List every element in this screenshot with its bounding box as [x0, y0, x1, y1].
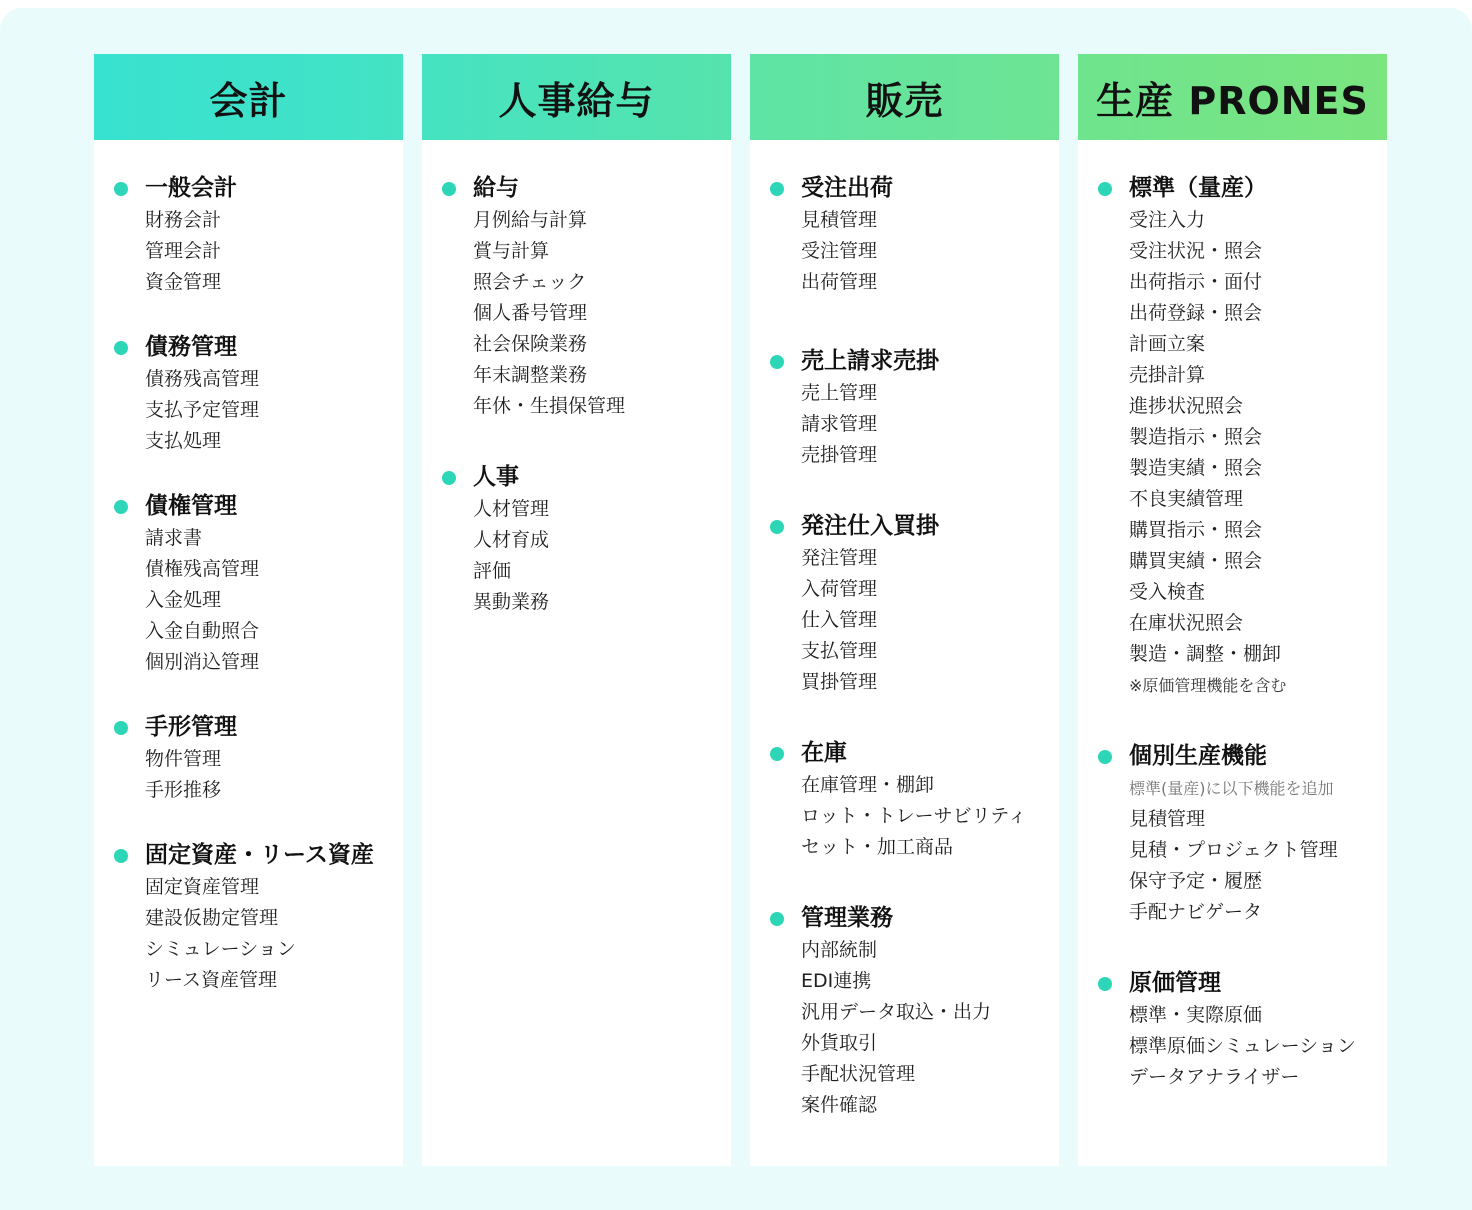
module-column — [750, 54, 1059, 1166]
feature-item: ロット・トレーサビリティ — [801, 805, 1027, 827]
feature-item: 外貨取引 — [801, 1032, 878, 1054]
feature-item: 手形推移 — [145, 779, 222, 801]
bullet-icon — [770, 355, 784, 369]
feature-item: 財務会計 — [145, 209, 222, 231]
bullet-icon — [770, 912, 784, 926]
feature-item: 購買実績・照会 — [1129, 550, 1263, 572]
bullet-icon — [114, 721, 128, 735]
feature-item: 支払予定管理 — [145, 399, 260, 421]
feature-item: 月例給与計算 — [473, 209, 588, 231]
group-title-text: 標準（量産） — [1129, 175, 1267, 201]
feature-item: 出荷管理 — [801, 271, 878, 293]
feature-item: 支払処理 — [145, 430, 222, 452]
group-title-text: 債務管理 — [145, 334, 237, 360]
feature-item: 債権残高管理 — [145, 558, 260, 580]
feature-group — [750, 509, 1059, 698]
group-title-text: 売上請求売掛 — [801, 348, 939, 374]
group-title-text: 受注出荷 — [801, 175, 893, 201]
feature-item: 標準原価シミュレーション — [1129, 1035, 1356, 1057]
feature-item: 売掛計算 — [1129, 364, 1206, 386]
feature-item: 仕入管理 — [801, 609, 878, 631]
feature-item: 支払管理 — [801, 640, 878, 662]
bullet-icon — [114, 182, 128, 196]
column-header: 会計 — [94, 54, 403, 140]
feature-item: 売掛管理 — [801, 444, 878, 466]
column-header: 販売 — [750, 54, 1059, 140]
group-title-text: 管理業務 — [801, 905, 893, 931]
feature-group — [94, 710, 403, 806]
feature-item: 出荷指示・面付 — [1129, 271, 1263, 293]
feature-item: 不良実績管理 — [1129, 488, 1244, 510]
feature-item: 年休・生損保管理 — [473, 395, 626, 417]
feature-item: 管理会計 — [145, 240, 222, 262]
group-title-text: 発注仕入買掛 — [801, 513, 939, 539]
group-title — [94, 171, 403, 205]
group-title-text: 給与 — [473, 175, 519, 201]
feature-item: 見積・プロジェクト管理 — [1129, 839, 1338, 861]
feature-item: 個別消込管理 — [145, 651, 260, 673]
feature-item: 買掛管理 — [801, 671, 878, 693]
feature-item: 照会チェック — [473, 271, 587, 293]
module-column — [94, 54, 403, 1166]
feature-group — [422, 171, 731, 422]
feature-item: 出荷登録・照会 — [1129, 302, 1263, 324]
feature-item: 標準・実際原価 — [1129, 1004, 1263, 1026]
feature-item: データアナライザー — [1129, 1066, 1300, 1088]
group-title-text: 原価管理 — [1129, 970, 1221, 996]
feature-item: 売上管理 — [801, 382, 878, 404]
feature-item: 請求書 — [145, 527, 203, 549]
feature-item: 汎用データ取込・出力 — [801, 1001, 992, 1023]
bullet-icon — [1098, 977, 1112, 991]
bullet-icon — [442, 182, 456, 196]
column-body — [422, 140, 731, 618]
feature-item: 購買指示・照会 — [1129, 519, 1263, 541]
group-title — [422, 171, 731, 205]
feature-item: 異動業務 — [473, 591, 550, 613]
feature-group — [94, 838, 403, 996]
feature-group — [750, 171, 1059, 298]
bullet-icon — [1098, 750, 1112, 764]
feature-item: リース資産管理 — [145, 969, 278, 991]
group-subtitle: 標準(量産)に以下機能を追加 — [1129, 779, 1334, 798]
group-title — [1078, 171, 1387, 205]
feature-item: 在庫管理・棚卸 — [801, 774, 935, 796]
feature-group — [1078, 171, 1387, 701]
feature-item: 内部統制 — [801, 939, 878, 961]
group-note: ※原価管理機能を含む — [1129, 676, 1287, 695]
feature-item: 計画立案 — [1129, 333, 1206, 355]
feature-item: 社会保険業務 — [473, 333, 588, 355]
feature-item: 見積管理 — [1129, 808, 1206, 830]
column-header: 生産 PRONES — [1078, 54, 1387, 140]
group-title-text: 個別生産機能 — [1129, 743, 1267, 769]
group-title-text: 一般会計 — [145, 175, 237, 201]
feature-item: 入荷管理 — [801, 578, 878, 600]
feature-item: セット・加工商品 — [801, 836, 954, 858]
feature-item: EDI連携 — [801, 970, 872, 992]
feature-group — [1078, 739, 1387, 928]
column-body — [750, 140, 1059, 1121]
feature-item: 評価 — [473, 560, 512, 582]
bullet-icon — [114, 500, 128, 514]
feature-item: 在庫状況照会 — [1129, 612, 1244, 634]
group-title — [94, 838, 403, 872]
module-column — [1078, 54, 1387, 1166]
feature-item: 年末調整業務 — [473, 364, 588, 386]
group-title-text: 人事 — [473, 464, 519, 490]
group-title-text: 固定資産・リース資産 — [145, 842, 374, 868]
feature-item: 人材育成 — [473, 529, 550, 551]
feature-item: 入金自動照合 — [145, 620, 260, 642]
feature-item: 賞与計算 — [473, 240, 550, 262]
feature-item: 入金処理 — [145, 589, 222, 611]
feature-group — [1078, 966, 1387, 1093]
bullet-icon — [1098, 182, 1112, 196]
bullet-icon — [770, 520, 784, 534]
feature-group — [422, 460, 731, 618]
group-title — [94, 710, 403, 744]
group-title-text: 手形管理 — [145, 714, 237, 740]
feature-item: 物件管理 — [145, 748, 222, 770]
bullet-icon — [114, 849, 128, 863]
group-title — [94, 330, 403, 364]
feature-item: 手配状況管理 — [801, 1063, 916, 1085]
feature-item: 建設仮勘定管理 — [145, 907, 279, 929]
feature-item: 発注管理 — [801, 547, 878, 569]
feature-item: 固定資産管理 — [145, 876, 260, 898]
column-body — [94, 140, 403, 996]
feature-item: 製造・調整・棚卸 — [1129, 643, 1282, 665]
bullet-icon — [114, 341, 128, 355]
feature-item: 製造実績・照会 — [1129, 457, 1263, 479]
feature-item: 請求管理 — [801, 413, 878, 435]
group-title — [750, 509, 1059, 543]
module-column — [422, 54, 731, 1166]
feature-group — [94, 489, 403, 678]
group-title-text: 債権管理 — [145, 493, 237, 519]
feature-item: 製造指示・照会 — [1129, 426, 1263, 448]
feature-group — [94, 330, 403, 457]
feature-group — [750, 901, 1059, 1121]
bullet-icon — [442, 471, 456, 485]
group-title — [1078, 739, 1387, 773]
column-header: 人事給与 — [422, 54, 731, 140]
feature-group — [94, 171, 403, 298]
group-title — [94, 489, 403, 523]
group-title-text: 在庫 — [801, 740, 847, 766]
bullet-icon — [770, 747, 784, 761]
group-title — [750, 171, 1059, 205]
group-title — [750, 736, 1059, 770]
feature-item: 案件確認 — [801, 1094, 878, 1116]
bullet-icon — [770, 182, 784, 196]
feature-item: 受注入力 — [1129, 209, 1206, 231]
feature-group — [750, 344, 1059, 471]
feature-item: 保守予定・履歴 — [1129, 870, 1263, 892]
feature-item: 人材管理 — [473, 498, 550, 520]
group-title — [750, 901, 1059, 935]
group-title — [1078, 966, 1387, 1000]
feature-group — [750, 736, 1059, 863]
group-title — [750, 344, 1059, 378]
feature-item: 見積管理 — [801, 209, 878, 231]
feature-item: 受注管理 — [801, 240, 878, 262]
feature-item: 債務残高管理 — [145, 368, 260, 390]
feature-item: 個人番号管理 — [473, 302, 588, 324]
feature-item: 受入検査 — [1129, 581, 1206, 603]
feature-item: 進捗状況照会 — [1129, 395, 1244, 417]
feature-item: 受注状況・照会 — [1129, 240, 1263, 262]
feature-item: シミュレーション — [145, 938, 296, 960]
column-body — [1078, 140, 1387, 1093]
feature-item: 手配ナビゲータ — [1129, 901, 1263, 923]
group-title — [422, 460, 731, 494]
feature-item: 資金管理 — [145, 271, 222, 293]
